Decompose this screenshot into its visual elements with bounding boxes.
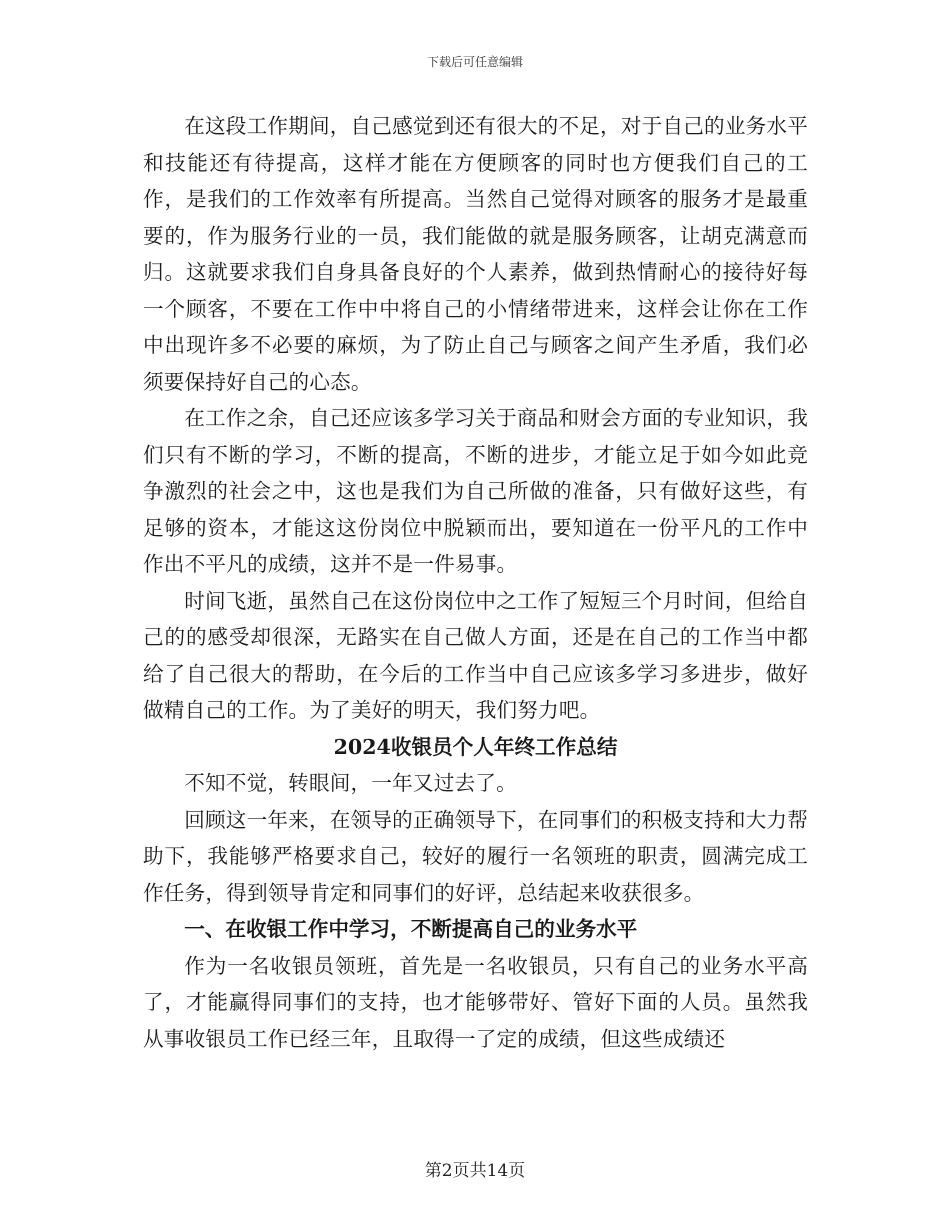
paragraph-3: 时间飞逝，虽然自己在这份岗位中之工作了短短三个月时间，但给自己的的感受却很深，无路实在自己做人方面，还是在自己的工作当中都给了自己很大的帮助，在今后的工作当中自己应该多学习多进步，做好做精自己的工作。为了美好的明天，我们努力吧。: [143, 588, 808, 722]
document-title: 2024收银员个人年终工作总结: [333, 734, 618, 759]
header-note: 下载后可任意编辑: [426, 55, 523, 69]
intro-paragraph-1: 不知不觉，转眼间，一年又过去了。: [184, 771, 517, 795]
paragraph-1: 在这段工作期间，自己感觉到还有很大的不足，对于自己的业务水平和技能还有待提高，这样才能在方便顾客的同时也方便我们自己的工作，是我们的工作效率有所提高。当然自己觉得对顾客的服务才是最重要的，作为服务行业的一员，我们能做的就是服务顾客，让胡克满意而归。这就要求我们自身具备良好的个人素养，做到热情耐心的接待好每一个顾客，不要在工作中中将自己的小情绪带进来，这样会让你在工作中出现许多不必要的麻烦，为了防止自己与顾客之间产生矛盾，我们必须要保持好自己的心态。: [143, 114, 808, 394]
intro-paragraph-2: 回顾这一年来，在领导的正确领导下，在同事们的积极支持和大力帮助下，我能够严格要求自己，较好的履行一名领班的职责，圆满完成工作任务，得到领导肯定和同事们的好评，总结起来收获很多。: [143, 807, 808, 905]
section-heading: 一、在收银工作中学习，不断提高自己的业务水平: [184, 917, 638, 941]
document-body: [143, 108, 808, 1057]
section-paragraph: 作为一名收银员领班，首先是一名收银员，只有自己的业务水平高了，才能赢得同事们的支持，也才能够带好、管好下面的人员。虽然我从事收银员工作已经三年，且取得一了定的成绩，但这些成绩还: [143, 953, 808, 1051]
paragraph-2: 在工作之余，自己还应该多学习关于商品和财会方面的专业知识，我们只有不断的学习，不断的提高，不断的进步，才能立足于如今如此竞争激烈的社会之中，这也是我们为自己所做的准备，只有做好这些，有足够的资本，才能这这份岗位中脱颖而出，要知道在一份平凡的工作中作出不平凡的成绩，这并不是一件易事。: [143, 406, 808, 576]
page-number: 第2页共14页: [424, 1161, 526, 1181]
